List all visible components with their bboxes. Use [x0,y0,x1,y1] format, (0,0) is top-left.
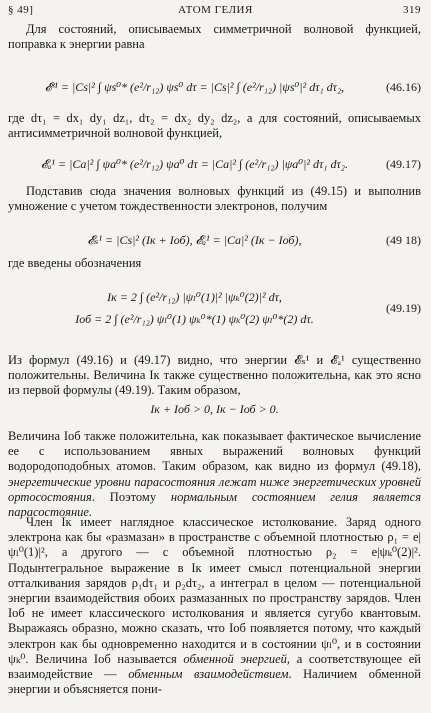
equation-expression: 𝓔ₐ¹ = |Ca|² ∫ ψa⁰* (e²/r₁₂) ψa⁰ dτ = |Ca|² ∫ (e²/r₁₂) |ψa⁰|² dτ₁ dτ₂. [41,157,348,171]
emphasis-ground-state: нормальным состоянием гелия является парасостояние. [8,489,422,520]
equation-number: (49.17) [386,157,421,171]
term-exchange-interaction: обменным взаимодействием [128,667,289,682]
equation-expression: 𝓔ˢ¹ = |Cs|² ∫ ψs⁰* (e²/r₁₂) ψs⁰ dτ = |Cs|² ∫ (e²/r₁₂) |ψs⁰|² dτ₁ dτ₂, [44,80,345,94]
equation-number: (49.19) [386,301,421,315]
equation-line-coulomb: Iк = 2 ∫ (e²/r₁₂) |ψₗ⁰(1)|² |ψₖ⁰(2)|² dτ, [107,290,282,304]
paragraph-intro: Для состояний, описываемых симметричной волновой функцией, поправка к энергии равна [8,22,421,52]
equation-number: (46.16) [386,80,421,94]
paragraph-exchange-sign: Величина Iоб также положительна, как показывает фактическое вычисление ее с использованием явных выражений волновых функций водородоподобных атомов. Таким образом, как видно из формул (49.18), энергетические уровни парасостояния лежат ниже энергетических уровней ортосостояния. Поэтому нормальным состоянием гелия является парасостояние. [8,429,422,520]
term-exchange-energy: обменной энергией [183,651,287,666]
equation-line-exchange: Iоб = 2 ∫ (e²/r₁₂) ψₗ⁰(1) ψₖ⁰*(1) ψₖ⁰(2) ψₗ⁰*(2) dτ. [75,312,314,326]
paragraph-notation: где введены обозначения [8,256,142,270]
equation-expression: Iк + Iоб > 0, Iк − Iоб > 0. [150,402,279,416]
running-title: АТОМ ГЕЛИЯ [178,4,253,16]
equation-49-19 [8,290,421,334]
paragraph-positivity: Из формул (49.16) и (49.17) видно, что энергии 𝓔ₛ¹ и 𝓔ₐ¹ существенно положительны. Величина Iк также существенно положительна, как это ясно из первой формулы (49.19). Таким образом, [8,353,421,398]
emphasis-level-order: энергетические уровни парасостояния лежат ниже энергетических уровней ортосостояния [8,474,421,504]
paragraph-substitution: Подставив сюда значения волновых функций из (49.15) и выполнив умножение с учетом тождественности электронов, получим [8,184,421,214]
equation-number: (49 18) [386,233,421,247]
section-reference: § 49] [8,4,34,16]
paragraph-interpretation: Член Iк имеет наглядное классическое истолкование. Заряд одного электрона как бы «размазан» в пространстве с объемной плотностью ρ₁ = e|ψₗ⁰(1)|², а другого — с объемной плотностью ρ₂ = e|ψₖ⁰(2)|². Подынтегральное выражение в Iк имеет смысл потенциальной энергии отталкивания зарядов ρ₁dτ₁ и ρ₂dτ₂, а интеграл в целом — потенциальной энергии взаимодействия обоих размазанных по пространству зарядов. Член Iоб не имеет классического истолкования и является сугубо квантовым. Выражаясь образно, можно сказать, что Iоб появляется потому, что каждый электрон как бы одновременно находится и в состоянии ψₗ⁰, и в состоянии ψₖ⁰. Величина Iоб называется обменной энергией, а соответствующее ей взаимодействие — обменным взаимодействием. Наличием обменной энергии и объясняется пони- [8,515,421,697]
equation-expression: 𝓔ₛ¹ = |Cs|² (Iк + Iоб), 𝓔ₐ¹ = |Ca|² (Iк − Iоб), [87,233,302,247]
paragraph-differentials: где dτ₁ = dx₁ dy₁ dz₁, dτ₂ = dx₂ dy₂ dz₂, а для состояний, описываемых антисимметричной волновой функцией, [8,111,421,141]
page-number: 319 [403,4,421,16]
